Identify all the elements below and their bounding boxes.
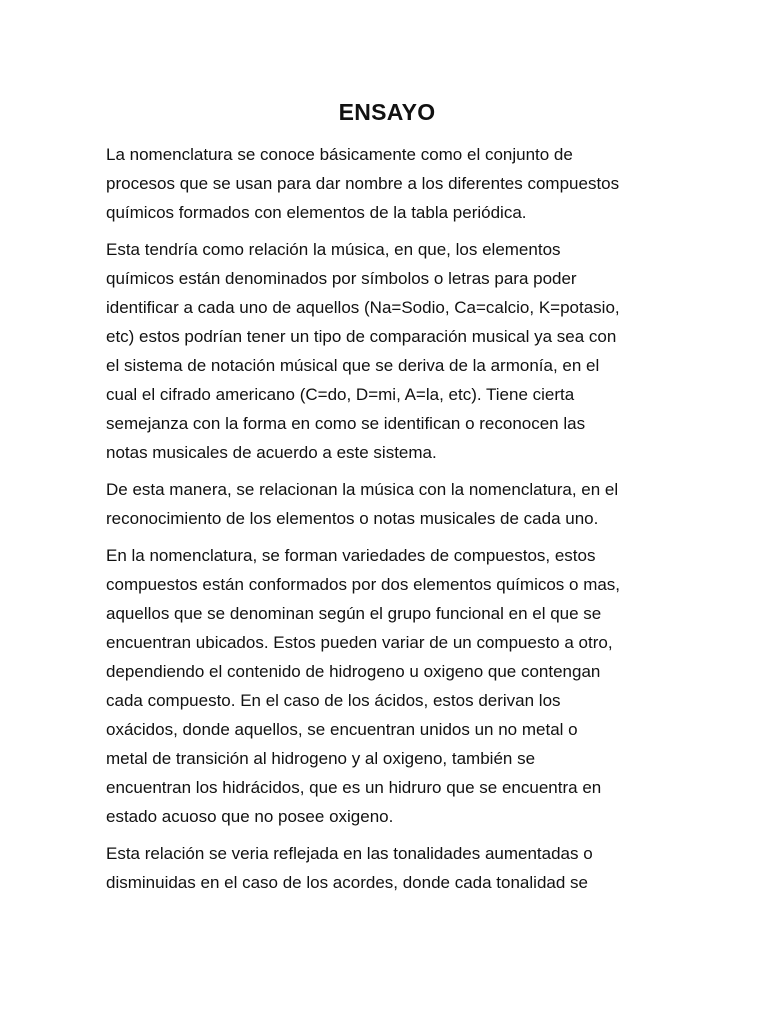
text-line: Esta relación se veria reflejada en las tonalidades aumentadas o (106, 844, 593, 863)
text-line: Esta tendría como relación la música, en que, los elementos (106, 240, 561, 259)
text-line: disminuidas en el caso de los acordes, donde cada tonalidad se (106, 873, 588, 892)
paragraph (106, 140, 668, 227)
paragraph (106, 235, 668, 467)
text-line: La nomenclatura se conoce básicamente como el conjunto de (106, 145, 573, 164)
text-line: aquellos que se denominan según el grupo funcional en el que se (106, 604, 602, 623)
text-line: semejanza con la forma en como se identifican o reconocen las (106, 414, 586, 433)
text-line: etc) estos podrían tener un tipo de comparación musical ya sea con (106, 327, 617, 346)
text-line: encuentran los hidrácidos, que es un hidruro que se encuentra en (106, 778, 602, 797)
paragraph (106, 839, 668, 897)
document-title: ENSAYO (338, 99, 436, 125)
paragraph (106, 541, 668, 831)
text-line: identificar a cada uno de aquellos (Na=Sodio, Ca=calcio, K=potasio, (106, 298, 620, 317)
text-line: oxácidos, donde aquellos, se encuentran unidos un no metal o (106, 720, 578, 739)
text-line: compuestos están conformados por dos elementos químicos o mas, (106, 575, 621, 594)
text-line: procesos que se usan para dar nombre a los diferentes compuestos (106, 174, 620, 193)
text-line: metal de transición al hidrogeno y al oxigeno, también se (106, 749, 536, 768)
text-line: cada compuesto. En el caso de los ácidos, estos derivan los (106, 691, 561, 710)
text-line: notas musicales de acuerdo a este sistema. (106, 443, 437, 462)
text-line: reconocimiento de los elementos o notas musicales de cada uno. (106, 509, 599, 528)
text-line: De esta manera, se relacionan la música con la nomenclatura, en el (106, 480, 619, 499)
text-line: químicos formados con elementos de la tabla periódica. (106, 203, 527, 222)
text-line: dependiendo el contenido de hidrogeno u oxigeno que contengan (106, 662, 601, 681)
text-line: estado acuoso que no posee oxigeno. (106, 807, 394, 826)
text-line: En la nomenclatura, se forman variedades de compuestos, estos (106, 546, 596, 565)
text-line: el sistema de notación músical que se deriva de la armonía, en el (106, 356, 600, 375)
text-line: encuentran ubicados. Estos pueden variar de un compuesto a otro, (106, 633, 613, 652)
text-line: químicos están denominados por símbolos o letras para poder (106, 269, 577, 288)
paragraph (106, 475, 668, 533)
text-line: cual el cifrado americano (C=do, D=mi, A=la, etc). Tiene cierta (106, 385, 575, 404)
